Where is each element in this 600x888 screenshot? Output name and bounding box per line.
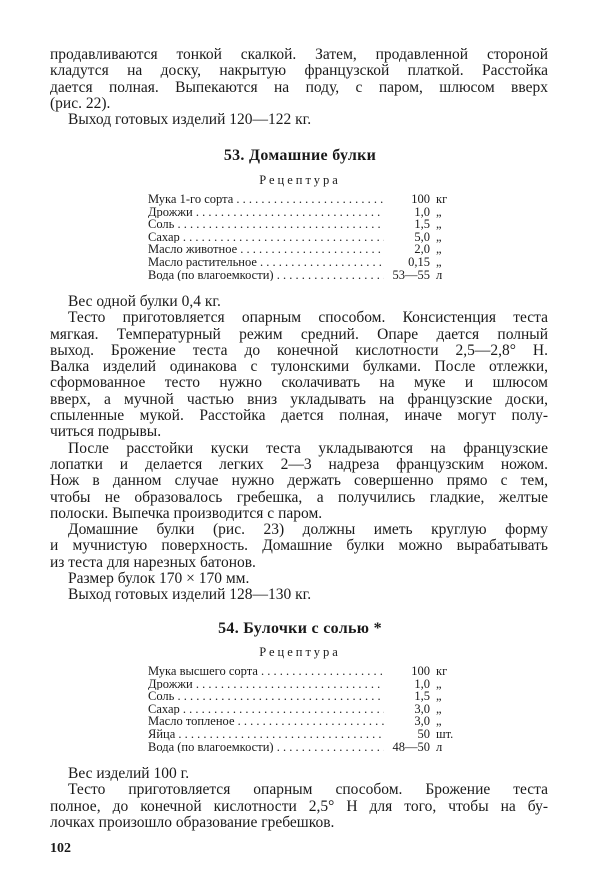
paragraph [50, 441, 548, 522]
ingredient-name: Сахар . . . [148, 231, 384, 244]
text-line: После расстойки куски теста укладываются на французские [68, 440, 548, 457]
ingredient-unit: кг [436, 192, 448, 206]
yield-text: Выход готовых изделий 120—122 кг. [68, 112, 312, 129]
ingredient-name: Масло топленое . . . [148, 715, 384, 728]
recipe-row [148, 728, 458, 741]
ingredient-name: Дрожжи . . . [148, 678, 384, 691]
section-53-title: 53. Домашние булки [223, 147, 377, 164]
recipe-row [148, 678, 458, 691]
recipe-row [148, 231, 458, 244]
text-line: читься подрывы. [50, 424, 162, 441]
text-line: выход. Брожение теста до конечной кислотности 2,5—2,8° Н. [50, 342, 548, 359]
ingredient-unit: кг [436, 664, 448, 678]
ingredient-name: Масло животное . . . [148, 243, 384, 256]
text-line: из теста для нарезных батонов. [50, 554, 256, 571]
size-text: Размер булок 170 × 170 мм. [68, 571, 250, 588]
recipe-label: Рецептура [259, 645, 341, 659]
ingredient-amount: 48—50 [384, 741, 430, 754]
text-line: чтобы не образовалось гребешка, а получились гладкие, желтые [50, 489, 548, 506]
recipe-row [148, 715, 458, 728]
ingredient-amount: 1,5 [384, 218, 430, 231]
text-line: Домашние булки (рис. 23) должны иметь круглую форму [68, 522, 548, 539]
recipe-row [148, 741, 458, 754]
text-line: спыленные мукой. Расстойка дается полная, иначе могут полу- [50, 408, 548, 425]
ingredient-amount: 2,0 [384, 243, 430, 256]
recipe-row [148, 218, 458, 231]
ingredient-unit: „ [436, 701, 442, 716]
ingredient-amount: 5,0 [384, 231, 430, 244]
ingredient-unit: шт. [436, 726, 454, 741]
ingredient-name: Мука 1-го сорта . . . [148, 193, 384, 206]
ingredient-amount: 100 [384, 665, 430, 678]
paragraph [50, 310, 548, 440]
ingredient-name: Сахар . . . [148, 703, 384, 716]
ingredient-amount: 1,5 [384, 690, 430, 703]
text-line: (рис. 22). [50, 95, 111, 112]
recipe-row [148, 269, 458, 282]
section-54-body [50, 766, 548, 831]
weight-text: Вес одной булки 0,4 кг. [68, 294, 221, 310]
recipe-row [148, 703, 458, 716]
recipe-row [148, 206, 458, 219]
ingredient-name: Соль . . . [148, 218, 384, 231]
ingredient-amount: 0,15 [384, 256, 430, 269]
ingredient-amount: 1,0 [384, 678, 430, 691]
ingredient-amount: 3,0 [384, 715, 430, 728]
ingredient-amount: 50 [384, 728, 430, 741]
yield-text: Выход готовых изделий 128—130 кг. [68, 587, 312, 604]
text-line: полоски. Выпечка производится с паром. [50, 505, 323, 522]
ingredient-amount: 1,0 [384, 206, 430, 219]
section-54-title: 54. Булочки с солью * [218, 620, 382, 637]
ingredient-amount: 53—55 [384, 269, 430, 282]
ingredient-unit: „ [436, 254, 442, 269]
paragraph [50, 782, 548, 831]
ingredient-name: Соль . . . [148, 690, 384, 703]
ingredient-unit: „ [436, 204, 442, 219]
weight-text: Вес изделий 100 г. [68, 766, 190, 782]
ingredient-name: Вода (по влагоемкости) . . . [148, 741, 384, 754]
recipe-table-54 [148, 665, 458, 753]
ingredient-name: Вода (по влагоемкости) . . . [148, 269, 384, 282]
ingredient-unit: „ [436, 217, 442, 232]
paragraph [50, 522, 548, 571]
text-line: продавливаются тонкой скалкой. Затем, продавленной стороной [50, 47, 548, 63]
text-line: и мучнистую поверхность. Домашние булки можно вырабатывать [50, 538, 548, 555]
recipe-row [148, 665, 458, 678]
text-line: Валка изделий одинакова с тулонскими булками. После отлежки, [50, 359, 548, 376]
text-line: Нож в данном случае нужно держать совершенно прямо с тем, [50, 473, 548, 490]
ingredient-unit: л [436, 267, 443, 282]
section-53-body [50, 294, 548, 604]
ingredient-amount: 100 [384, 193, 430, 206]
ingredient-name: Масло растительное . . . [148, 256, 384, 269]
text-line: дается полная. Выпекаются на поду, с паром, шлюсом вверх [50, 79, 548, 96]
text-line: кладутся на доску, накрытую французской платкой. Расстойка [50, 63, 548, 80]
ingredient-unit: „ [436, 229, 442, 244]
ingredient-unit: „ [436, 242, 442, 257]
text-line: полное, до конечной кислотности 2,5° Н для того, чтобы на бу- [50, 798, 548, 815]
page-number: 102 [50, 841, 71, 856]
text-line: лочках произошло образование гребешков. [50, 814, 335, 831]
recipe-label: Рецептура [259, 173, 341, 187]
recipe-row [148, 256, 458, 269]
ingredient-unit: „ [436, 714, 442, 729]
intro-paragraph [50, 47, 548, 128]
ingredient-name: Яйца . . . [148, 728, 384, 741]
ingredient-unit: л [436, 739, 443, 754]
ingredient-amount: 3,0 [384, 703, 430, 716]
text-line: мягкая. Температурный режим средний. Опаре дается полный [50, 326, 548, 343]
text-line: Тесто приготовляется опарным способом. Консистенция теста [68, 310, 548, 327]
ingredient-name: Мука высшего сорта . . . [148, 665, 384, 678]
recipe-table-53 [148, 193, 458, 281]
ingredient-unit: „ [436, 676, 442, 691]
text-line: лопатки и делается легких 2—3 надреза французским ножом. [50, 456, 548, 473]
text-line: Тесто приготовляется опарным способом. Брожение теста [68, 782, 548, 799]
ingredient-unit: „ [436, 689, 442, 704]
ingredient-name: Дрожжи . . . [148, 206, 384, 219]
text-line: вверх, а мучной частью вниз укладывать на французские доски, [50, 391, 548, 408]
recipe-row [148, 193, 458, 206]
recipe-row [148, 690, 458, 703]
text-line: сформованное тесто нужно сколачивать на муке и шлюсом [50, 375, 548, 392]
